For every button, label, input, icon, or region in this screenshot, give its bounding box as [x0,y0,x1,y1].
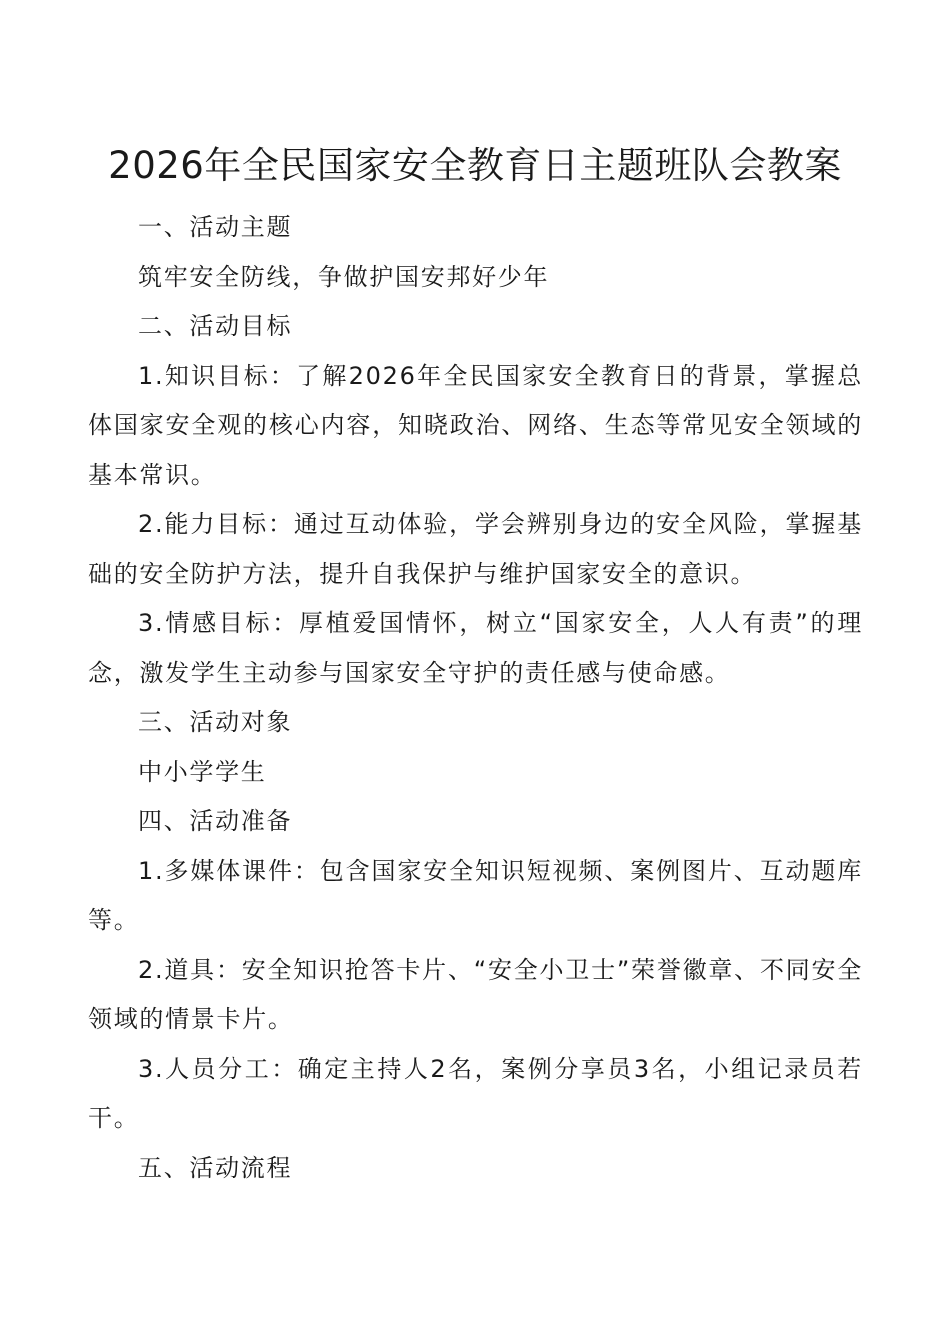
goal-emotion: 3.情感目标：厚植爱国情怀，树立“国家安全，人人有责”的理念，激发学生主动参与国家安全守护的责任感与使命感。 [88,609,863,687]
section-heading-process: 五、活动流程 [138,1153,293,1182]
prep-staffing: 3.人员分工：确定主持人2名，案例分享员3名，小组记录员若干。 [88,1054,863,1132]
section-heading-audience: 三、活动对象 [138,708,293,736]
document-title: 2026年全民国家安全教育日主题班队会教案 [108,144,842,187]
section-heading-preparation: 四、活动准备 [138,807,293,835]
goal-knowledge: 1.知识目标：了解2026年全民国家安全教育日的背景，掌握总体国家安全观的核心内容，知晓政治、网络、生态等常见安全领域的基本常识。 [88,361,863,489]
audience-text: 中小学学生 [138,757,267,786]
prep-props: 2.道具：安全知识抢答卡片、“安全小卫士”荣誉徽章、不同安全领域的情景卡片。 [88,955,863,1033]
goal-ability: 2.能力目标：通过互动体验，学会辨别身边的安全风险，掌握基础的安全防护方法，提升自我保护与维护国家安全的意识。 [88,510,863,588]
theme-text: 筑牢安全防线，争做护国安邦好少年 [138,262,550,291]
prep-multimedia: 1.多媒体课件：包含国家安全知识短视频、案例图片、互动题库等。 [88,856,863,934]
section-heading-goals: 二、活动目标 [138,312,293,340]
document-body [88,203,863,1193]
section-heading-theme: 一、活动主题 [138,213,293,241]
